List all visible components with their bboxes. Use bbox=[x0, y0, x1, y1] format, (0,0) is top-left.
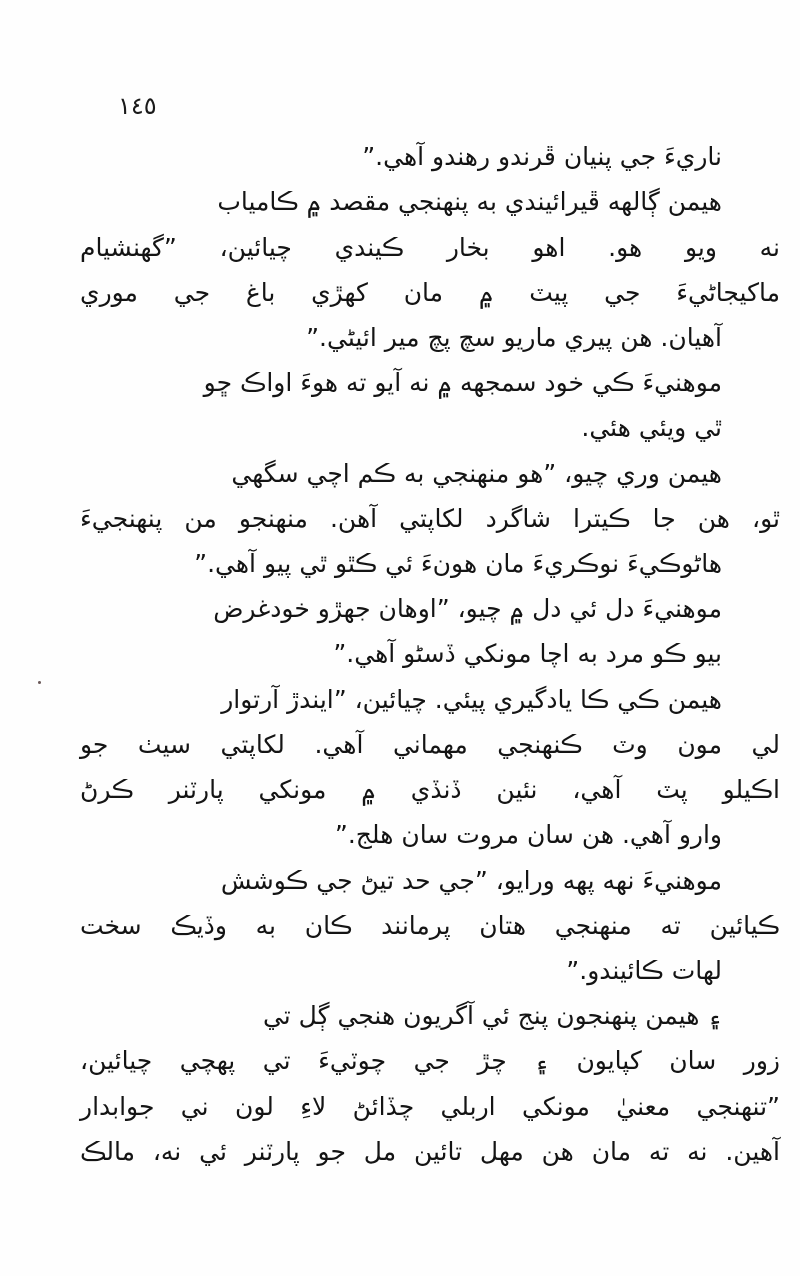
text-line: ”تنهنجي معنيٰ مونکي اربلي چڏائڻ لاءِ لون ني جوابدار bbox=[80, 1092, 780, 1121]
text-line: زور سان کپايون ۽ چڙ جي چوٽيءَ تي پهچي چيائين، bbox=[80, 1046, 780, 1075]
text-line: لهات ڪائيندو.” bbox=[566, 956, 722, 985]
text-line: بيو ڪو مرد به اچا مونکي ڏسڻو آهي.” bbox=[333, 639, 722, 668]
text-line: آهين. نه ته مان هن مهل تائين مل جو پارٽنر ئي نه، مالڪ bbox=[80, 1137, 780, 1166]
text-line: نه ويو هو. اهو بخار ڪيندي چيائين، ”گهنشيام bbox=[80, 233, 780, 262]
text-line: هاڻوڪيءَ نوڪريءَ مان هونءَ ئي ڪٿو ٿي پيو آهي.” bbox=[194, 549, 722, 578]
paragraph-start-line: هيمن ڪي ڪا يادگيري پيئي. چيائين، ”ايندڙ آرتوار bbox=[221, 685, 722, 714]
paragraph-start-line: موهنيءَ نهه پهه ورايو، ”جي حد تيڻ جي ڪوشش bbox=[220, 866, 722, 895]
paragraph-start-line: هيمن وري چيو، ”هو منهنجي به ڪم اچي سگهي bbox=[231, 459, 722, 488]
paragraph-start-line: موهنيءَ دل ئي دل ۾ چيو، ”اوهان جهڙو خودغرض bbox=[213, 594, 722, 623]
text-line: ماکيجاڻيءَ جي پيٽ ۾ مان کهڙي باغ جي موري bbox=[80, 278, 780, 307]
text-line: آهيان. هن پيري ماريو سچ پچ مير ائيڻي.” bbox=[306, 323, 722, 352]
text-line: ٿو، هن جا ڪيترا شاگرد لکاپتي آهن. منهنجو من پنهنجيءَ bbox=[80, 504, 780, 533]
paragraph-start-line: ۽ هيمن پنهنجون پنج ئي آگريون هنجي ڳل تي bbox=[262, 1001, 722, 1030]
paragraph-start-line: هيمن ڳالهه ڦيرائيندي به پنهنجي مقصد ۾ ڪامياب bbox=[217, 187, 722, 216]
paper-speck bbox=[38, 681, 41, 684]
paragraph-start-line: موهنيءَ ڪي خود سمجهه ۾ نه آيو ته هوءَ اواڪ ڇو bbox=[203, 368, 722, 397]
text-line: لي مون وٽ ڪنهنجي مهماني آهي. لکاپتي سيٺ جو bbox=[80, 730, 780, 759]
text-line: ٿي ويئي هئي. bbox=[581, 413, 722, 442]
text-line: اڪيلو پٽ آهي، نئين ڏنڏي ۾ مونکي پارٽنر ڪرڻ bbox=[80, 775, 780, 804]
text-line: ناريءَ جي پنيان ڦرندو رهندو آهي.” bbox=[362, 142, 722, 171]
page-number: ١٤٥ bbox=[118, 92, 157, 120]
text-line: ڪيائين ته منهنجي هتان پرمانند ڪان به وڏيڪ سخت bbox=[80, 911, 780, 940]
text-line: وارو آهي. هن سان مروت سان هلج.” bbox=[334, 820, 722, 849]
